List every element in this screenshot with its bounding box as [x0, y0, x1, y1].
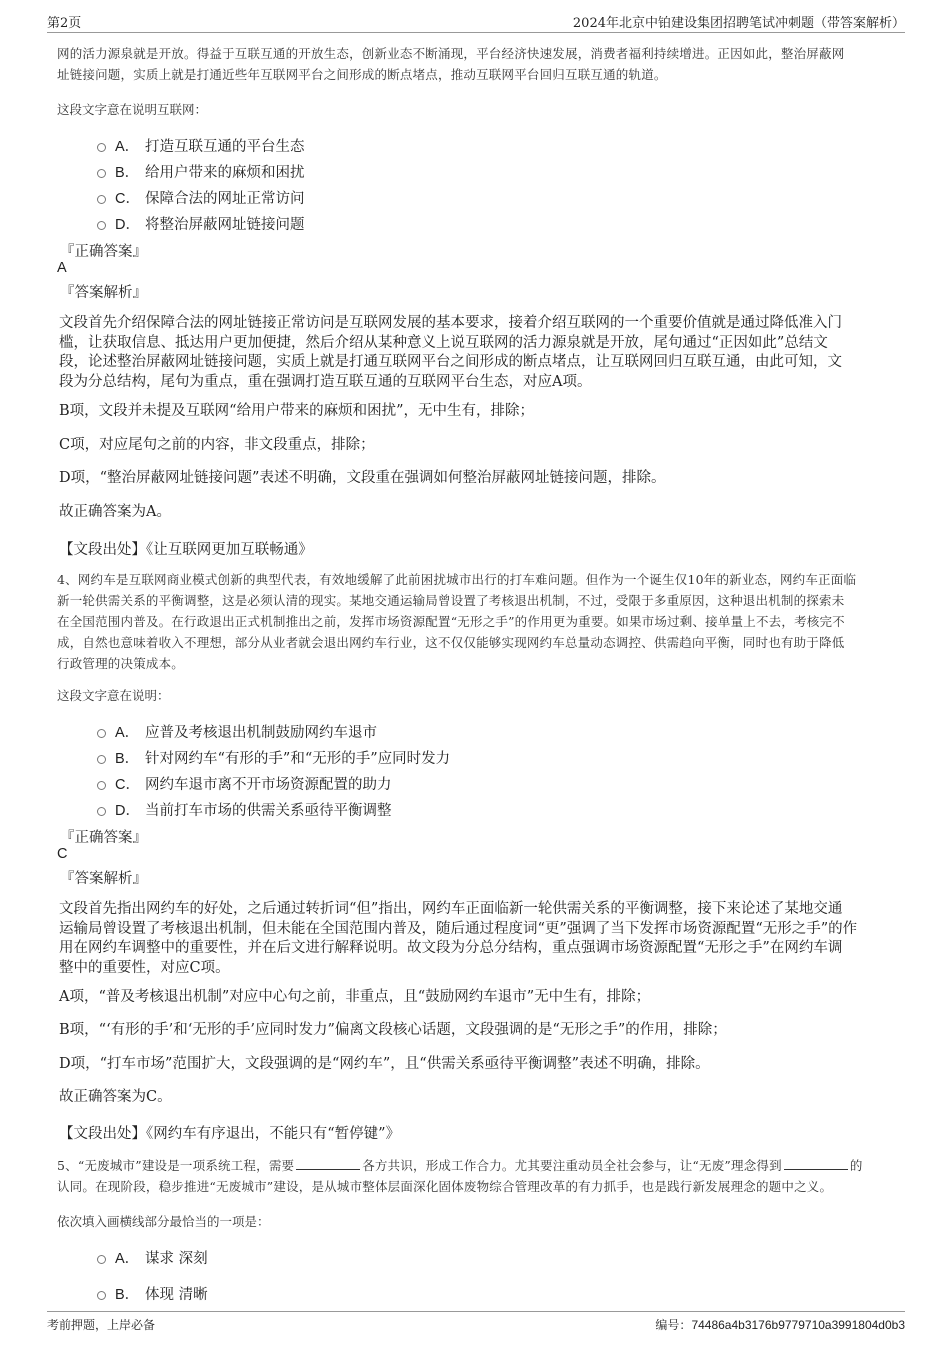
- q4-analysis-line: 整中的重要性，对应C项。: [59, 959, 230, 976]
- q3-passage: [57, 43, 897, 85]
- radio-icon[interactable]: [97, 169, 106, 178]
- q4-passage-line: 在全国范围内普及。在行政退出正式机制推出之前，发挥市场资源配置“无形之手”的作用更为重要。如果市场过剩、接单量上不去，考核完不: [57, 614, 845, 629]
- q4-passage-line: 行政管理的决策成本。: [57, 656, 185, 671]
- q3-analysis-d: D项，“整治屏蔽网址链接问题”表述不明确，文段重在强调如何整治屏蔽网址链接问题，排除。: [59, 470, 666, 486]
- q5-option-b[interactable]: [97, 1283, 208, 1304]
- q4-question: 这段文字意在说明：: [57, 688, 170, 703]
- fill-blank-2[interactable]: [784, 1157, 848, 1170]
- q4-option-a[interactable]: [97, 721, 377, 742]
- option-letter: C．: [115, 777, 140, 793]
- q4-analysis-line: 运输局曾设置了考核退出机制，但未能在全国范围内普及，随后通过程度词“更”强调了当下发挥市场资源配置“无形之手”的作: [59, 920, 858, 937]
- q3-analysis-line: 文段首先介绍保障合法的网址链接正常访问是互联网发展的基本要求，接着介绍互联网的一个重要价值就是通过降低准入门: [59, 315, 842, 331]
- q5-passage-text: 的: [849, 1158, 863, 1173]
- q3-analysis-label: 『答案解析』: [60, 285, 147, 301]
- option-text: 针对网约车“有形的手”和“无形的手”应同时发力: [145, 751, 451, 767]
- q4-option-b[interactable]: [97, 747, 450, 768]
- radio-icon[interactable]: [97, 143, 106, 152]
- q5-passage-text: 各方共识，形成工作合力。尤其要注重动员全社会参与，让“无废”理念得到: [362, 1158, 782, 1173]
- q3-conclusion: 故正确答案为A。: [59, 504, 171, 520]
- q5-passage: [57, 1155, 897, 1197]
- q4-passage-line: 新一轮供需关系的平衡调整，这是必须认清的现实。某地交通运输局曾设置了考核退出机制，不过，受限于多重原因，这种退出机制的探索未: [57, 593, 845, 608]
- radio-icon[interactable]: [97, 807, 106, 816]
- document-title: 2024年北京中铂建设集团招聘笔试冲刺题（带答案解析）: [572, 16, 905, 31]
- radio-icon[interactable]: [97, 781, 106, 790]
- footer-slogan: 考前押题，上岸必备: [47, 1318, 156, 1332]
- q3-analysis-c: C项，对应尾句之前的内容，非文段重点，排除；: [59, 437, 375, 453]
- q5-option-a[interactable]: [97, 1247, 208, 1268]
- q5-passage-line: 认同。在现阶段，稳步推进“无废城市”建设，是从城市整体层面深化固体废物综合管理改革的有力抓手，也是践行新发展理念的题中之义。: [57, 1179, 833, 1194]
- q5-question: 依次填入画横线部分最恰当的一项是：: [57, 1214, 270, 1229]
- q4-passage: [57, 569, 897, 674]
- q4-answer: C: [57, 846, 68, 862]
- q4-analysis-a: A项，“普及考核退出机制”对应中心句之前，非重点，且“鼓励网约车退市”无中生有，排除；: [59, 989, 651, 1005]
- q3-analysis-line: 段，论述整治屏蔽网址链接问题，实质上就是打通互联网平台之间形成的断点堵点，让互联网回归互联互通，由此可知，文: [59, 354, 842, 370]
- q4-analysis-d: D项，“打车市场”范围扩大，文段强调的是“网约车”，且“供需关系亟待平衡调整”表述不明确，排除。: [59, 1056, 710, 1072]
- q4-conclusion: 故正确答案为C。: [59, 1089, 172, 1105]
- q3-passage-line: 址链接问题，实质上就是打通近些年互联网平台之间形成的断点堵点，推动互联网平台回归互联互通的轨道。: [57, 67, 667, 82]
- option-text: 保障合法的网址正常访问: [145, 191, 305, 207]
- radio-icon[interactable]: [97, 1291, 106, 1300]
- q3-analysis-b: B项，文段并未提及互联网“给用户带来的麻烦和困扰”，无中生有，排除；: [59, 403, 534, 419]
- radio-icon[interactable]: [97, 729, 106, 738]
- option-text: 网约车退市离不开市场资源配置的助力: [145, 777, 392, 793]
- option-letter: B．: [115, 751, 140, 767]
- q3-option-a[interactable]: [97, 135, 305, 156]
- q5-passage-text: 5、“无废城市”建设是一项系统工程，需要: [57, 1158, 295, 1173]
- q4-analysis-line: 文段首先指出网约车的好处，之后通过转折词“但”指出，网约车正面临新一轮供需关系的平衡调整，接下来论述了某地交通: [59, 901, 843, 917]
- q3-option-d[interactable]: [97, 213, 305, 234]
- q4-option-d[interactable]: [97, 799, 392, 820]
- option-letter: B．: [115, 165, 140, 181]
- option-letter: B．: [115, 1287, 140, 1303]
- footer-serial: [655, 1316, 905, 1333]
- option-text: 打造互联互通的平台生态: [145, 139, 305, 155]
- q3-answer-label: 『正确答案』: [60, 244, 147, 260]
- q4-analysis: [59, 900, 885, 978]
- q4-analysis-label: 『答案解析』: [60, 871, 147, 887]
- option-letter: A．: [115, 725, 140, 741]
- q4-option-c[interactable]: [97, 773, 392, 794]
- option-letter: C．: [115, 191, 140, 207]
- q4-passage-line: 成，自然也意味着收入不理想，部分从业者就会退出网约车行业，这不仅仅能够实现网约车总量动态调控、供需趋向平衡，同时也有助于降低: [57, 635, 845, 650]
- option-text: 体现 清晰: [145, 1287, 208, 1303]
- option-letter: A．: [115, 1251, 140, 1267]
- q3-passage-line: 网的活力源泉就是开放。得益于互联互通的开放生态，创新业态不断涌现，平台经济快速发展，消费者福利持续增进。正因如此，整治屏蔽网: [57, 46, 845, 61]
- fill-blank-1[interactable]: [296, 1157, 360, 1170]
- serial-code: 74486a4b3176b9779710a3991804d0b3: [691, 1318, 905, 1332]
- q3-source: 【文段出处】《让互联网更加互联畅通》: [59, 542, 313, 558]
- option-letter: A．: [115, 139, 140, 155]
- q4-analysis-b: B项，“‘有形的手’和‘无形的手’应同时发力”偏离文段核心话题，文段强调的是“无形之手”的作用，排除；: [59, 1022, 727, 1038]
- option-text: 应普及考核退出机制鼓励网约车退市: [145, 725, 377, 741]
- q3-analysis-line: 槛，让获取信息、抵达用户更加便捷，然后介绍从某种意义上说互联网的活力源泉就是开放，尾句通过“正因如此”总结文: [59, 334, 828, 351]
- radio-icon[interactable]: [97, 755, 106, 764]
- option-text: 当前打车市场的供需关系亟待平衡调整: [145, 803, 392, 819]
- page-number: 第2页: [47, 16, 82, 31]
- q4-passage-line: 4、网约车是互联网商业模式创新的典型代表，有效地缓解了此前困扰城市出行的打车难问题。但作为一个诞生仅10年的新业态，网约车正面临: [57, 572, 857, 587]
- serial-label: 编号：: [655, 1318, 692, 1332]
- option-text: 给用户带来的麻烦和困扰: [145, 165, 305, 181]
- option-letter: D．: [115, 217, 140, 233]
- option-text: 谋求 深刻: [145, 1251, 208, 1267]
- q4-answer-label: 『正确答案』: [60, 830, 147, 846]
- q3-analysis: [59, 314, 885, 392]
- radio-icon[interactable]: [97, 195, 106, 204]
- q3-option-c[interactable]: [97, 187, 305, 208]
- q3-analysis-line: 段为分总结构，尾句为重点，重在强调打造互联互通的互联网平台生态，对应A项。: [59, 373, 592, 390]
- option-letter: D．: [115, 803, 140, 819]
- q3-option-b[interactable]: [97, 161, 305, 182]
- q4-analysis-line: 用在网约车调整中的重要性，并在后文进行解释说明。故文段为分总分结构，重点强调市场资源配置“无形之手”在网约车调: [59, 940, 843, 956]
- q3-question: 这段文字意在说明互联网：: [57, 102, 208, 117]
- radio-icon[interactable]: [97, 1255, 106, 1264]
- q5-passage-line: [57, 1155, 897, 1176]
- option-text: 将整治屏蔽网址链接问题: [145, 217, 305, 233]
- q3-answer: A: [57, 260, 67, 276]
- radio-icon[interactable]: [97, 221, 106, 230]
- page-header: [47, 10, 905, 33]
- q4-source: 【文段出处】《网约车有序退出，不能只有“暂停键”》: [59, 1126, 401, 1142]
- page-footer: [47, 1311, 905, 1332]
